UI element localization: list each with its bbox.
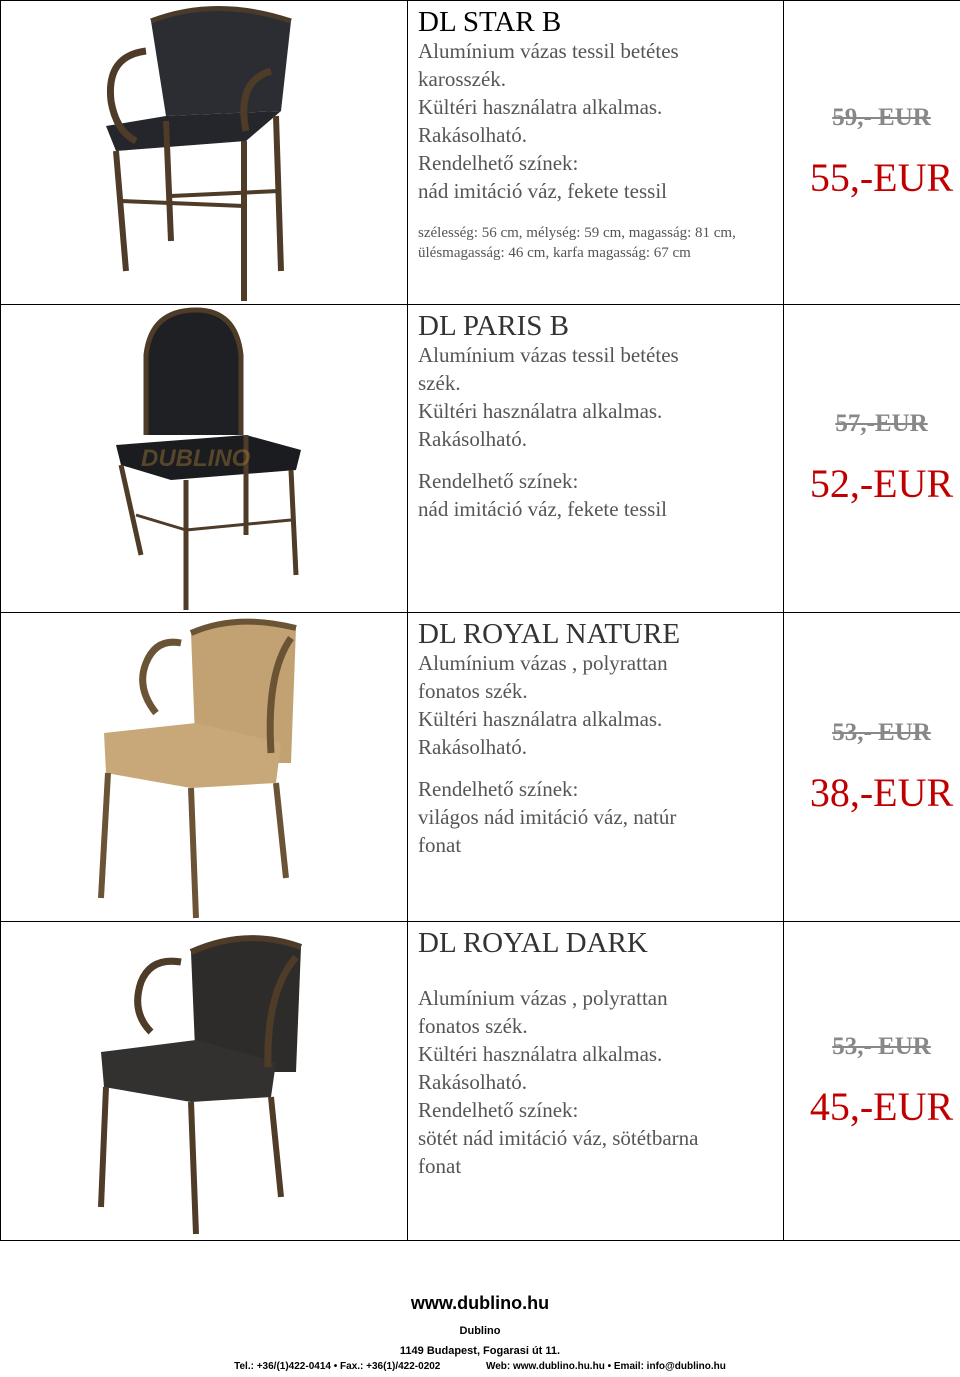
product-image-cell	[1, 305, 408, 613]
product-line: fonatos szék.	[418, 679, 528, 703]
product-name: DL ROYAL DARK	[418, 927, 648, 959]
product-line: fonat	[418, 833, 462, 857]
footer-address: 1149 Budapest, Fogarasi út 11.	[399, 1345, 561, 1357]
product-price-cell	[784, 1, 960, 305]
product-line: karosszék.	[418, 67, 507, 91]
new-price: 38,-EUR	[809, 769, 954, 815]
product-line: Rakásolható.	[418, 427, 528, 451]
product-line: Kültéri használatra alkalmas.	[418, 95, 663, 119]
product-description	[408, 1, 784, 305]
product-name: DL STAR B	[418, 6, 562, 38]
old-price: 57,-EUR	[835, 410, 928, 437]
new-price: 55,-EUR	[809, 155, 954, 200]
product-line: Kültéri használatra alkalmas.	[418, 399, 663, 423]
product-line: Kültéri használatra alkalmas.	[418, 707, 663, 731]
product-line: fonatos szék.	[418, 1014, 528, 1038]
old-price: 53,- EUR	[832, 1032, 931, 1060]
old-price: 59,- EUR	[832, 104, 931, 131]
footer-email[interactable]: Email: info@dublino.hu	[613, 1361, 726, 1372]
product-name: DL PARIS B	[418, 310, 569, 342]
footer-web[interactable]: Web: www.dublino.hu.hu	[485, 1361, 605, 1372]
footer-company: Dublino	[459, 1325, 501, 1337]
footer-contacts	[0, 1361, 960, 1372]
footer-tel: Tel.: +36/(1)422-0414	[234, 1361, 331, 1372]
product-line: szék.	[418, 371, 461, 395]
product-line: Rendelhető színek:	[418, 1098, 579, 1122]
product-line: Rakásolható.	[418, 735, 528, 759]
product-row	[1, 305, 960, 613]
product-line: nád imitáció váz, fekete tessil	[418, 497, 667, 521]
product-row	[1, 922, 960, 1241]
black-tessil-armchair-image	[96, 1, 306, 304]
product-line: Alumínium vázas tessil betétes	[418, 343, 679, 367]
dublino-watermark: DUBLINO	[141, 445, 251, 472]
product-line: világos nád imitáció váz, natúr	[418, 805, 677, 829]
old-price: 53,- EUR	[832, 718, 931, 746]
product-description	[408, 305, 784, 613]
product-line: Kültéri használatra alkalmas.	[418, 1042, 663, 1066]
product-price-cell	[784, 305, 960, 613]
product-line: Alumínium vázas , polyrattan	[418, 986, 668, 1010]
product-line: Rendelhető színek:	[418, 777, 579, 801]
product-row	[1, 1, 960, 305]
product-line: Alumínium vázas tessil betétes	[418, 39, 679, 63]
product-line: Rendelhető színek:	[418, 469, 579, 493]
product-line: Rakásolható.	[418, 1070, 528, 1094]
product-price-cell	[784, 922, 960, 1241]
dark-rattan-armchair-image	[96, 922, 306, 1240]
product-line: nád imitáció váz, fekete tessil	[418, 179, 667, 203]
product-image-cell	[1, 613, 408, 922]
product-description	[408, 613, 784, 922]
new-price: 45,-EUR	[809, 1083, 954, 1129]
product-description	[408, 922, 784, 1241]
product-price-cell	[784, 613, 960, 922]
bullet-icon: •	[607, 1361, 612, 1372]
product-line: Alumínium vázas , polyrattan	[418, 651, 668, 675]
product-image-cell	[1, 922, 408, 1241]
product-line: Rendelhető színek:	[418, 151, 579, 175]
footer-website[interactable]: www.dublino.hu	[410, 1293, 550, 1313]
product-image-cell	[1, 1, 408, 305]
product-line: sötét nád imitáció váz, sötétbarna	[418, 1126, 699, 1150]
product-line: Rakásolható.	[418, 123, 528, 147]
product-row	[1, 613, 960, 922]
bullet-icon: •	[333, 1361, 338, 1372]
product-name: DL ROYAL NATURE	[418, 618, 681, 650]
natural-rattan-armchair-image	[96, 613, 306, 921]
new-price: 52,-EUR	[809, 461, 954, 506]
footer-fax: Fax.: +36(1)/422-0202	[340, 1361, 441, 1372]
product-dimensions: szélesség: 56 cm, mélység: 59 cm, magasság: 81 cm, ülésmagasság: 46 cm, karfa magasság: 67 cm	[418, 225, 736, 261]
product-line: fonat	[418, 1154, 462, 1178]
